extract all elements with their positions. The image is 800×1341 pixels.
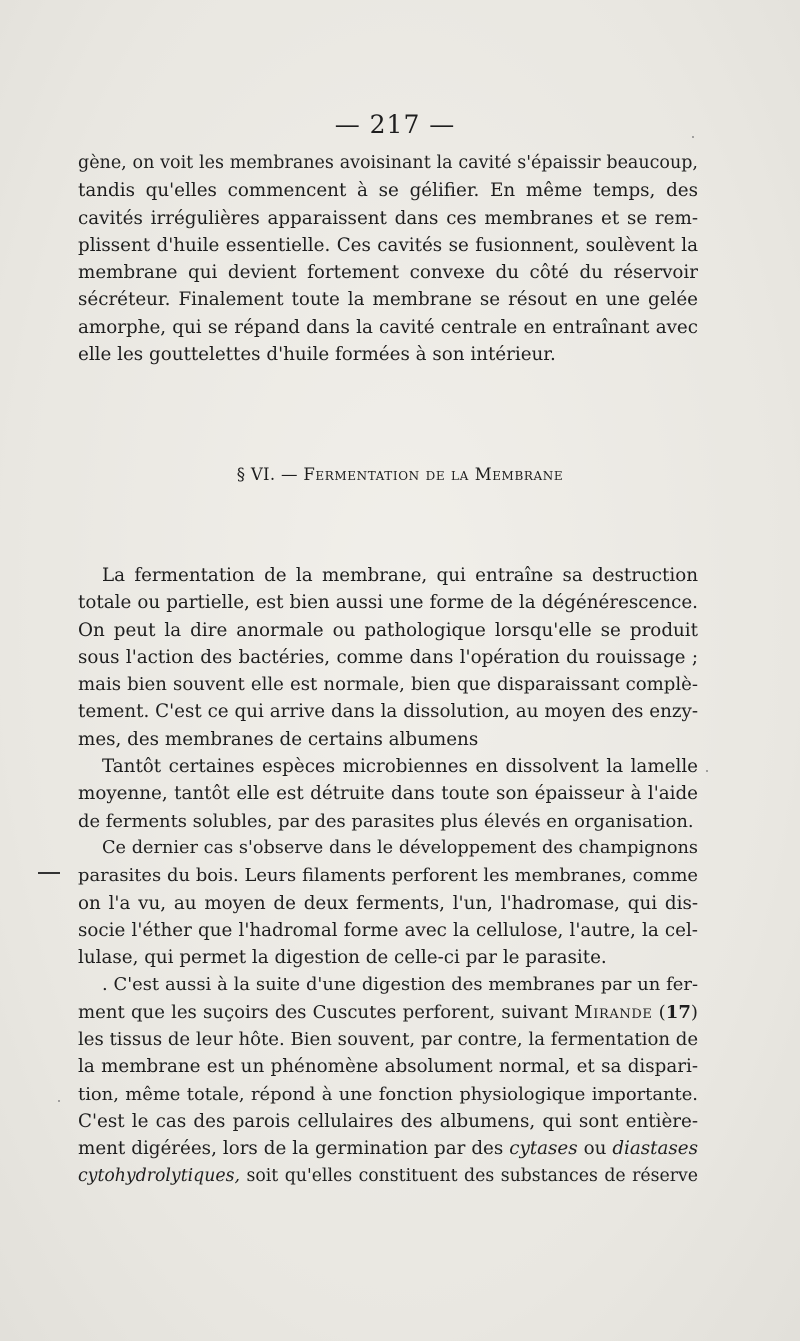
text-line: plissent d'huile essentielle. Ces cavités se fusionnent, soulèvent la bbox=[78, 234, 698, 256]
text-line: C'est le cas des parois cellulaires des albumens, qui sont entière- bbox=[78, 1110, 698, 1132]
text-line: mes, des membranes de certains albumens bbox=[78, 728, 479, 750]
text-line: elle les gouttelettes d'huile formées à son intérieur. bbox=[78, 344, 556, 366]
text-line: parasites du bois. Leurs filaments perforent les membranes, comme bbox=[78, 865, 698, 887]
text-line: moyenne, tantôt elle est détruite dans toute son épaisseur à l'aide bbox=[78, 783, 698, 805]
text-line-with-citation bbox=[78, 999, 698, 1026]
text-fragment: ment que les suçoirs des Cuscutes perforent, suivant bbox=[78, 1001, 568, 1023]
text-line: la membrane est un phénomène absolument normal, et sa dispari- bbox=[78, 1056, 698, 1078]
section-body bbox=[78, 562, 698, 1190]
text-line: mais bien souvent elle est normale, bien que disparaissant complè- bbox=[78, 674, 698, 696]
citation-close: ) bbox=[690, 1001, 698, 1023]
text-line: cavités irrégulières apparaissent dans ces membranes et se rem- bbox=[78, 207, 698, 229]
cited-author: Mirande bbox=[574, 1001, 653, 1023]
speck-mark bbox=[706, 770, 708, 772]
text-line: gène, on voit les membranes avoisinant la cavité s'épaissir beaucoup, bbox=[78, 153, 698, 173]
text-line: lulase, qui permet la digestion de celle-ci par le parasite. bbox=[78, 947, 607, 969]
section-heading bbox=[0, 465, 800, 484]
text-line: sécréteur. Finalement toute la membrane se résout en une gelée bbox=[78, 289, 698, 311]
text-line: membrane qui devient fortement convexe du côté du réservoir bbox=[78, 262, 698, 284]
text-line: tandis qu'elles commencent à se gélifier. En même temps, des bbox=[78, 180, 698, 202]
text-line: on l'a vu, au moyen de deux ferments, l'un, l'hadromase, qui dis- bbox=[78, 892, 698, 914]
text-ou: ou bbox=[583, 1138, 607, 1160]
text-line: . C'est aussi à la suite d'une digestion des membranes par un fer- bbox=[102, 974, 698, 996]
text-line: socie l'éther que l'hadromal forme avec la cellulose, l'autre, la cel- bbox=[78, 919, 698, 941]
section-number: § VI. — bbox=[236, 465, 298, 484]
text-fragment: soit qu'elles constituent des substances de réserve bbox=[246, 1165, 698, 1186]
margin-dash-mark bbox=[38, 872, 60, 874]
text-line: On peut la dire anormale ou pathologique lorsqu'elle se produit bbox=[78, 619, 698, 641]
speck-mark bbox=[58, 1100, 60, 1102]
text-line: totale ou partielle, est bien aussi une forme de la dégénérescence. bbox=[78, 592, 698, 614]
text-line: tement. C'est ce qui arrive dans la dissolution, au moyen des enzy- bbox=[78, 701, 698, 723]
text-line: Tantôt certaines espèces microbiennes en dissolvent la lamelle bbox=[102, 756, 698, 778]
text-line-with-terms bbox=[78, 1135, 698, 1162]
text-line: sous l'action des bactéries, comme dans l'opération du rouissage ; bbox=[78, 646, 698, 668]
citation-number: 17 bbox=[665, 1001, 691, 1023]
text-line: La fermentation de la membrane, qui entraîne sa destruction bbox=[102, 565, 698, 586]
term-cytases: cytases bbox=[509, 1138, 578, 1160]
section-title: Fermentation de la Membrane bbox=[303, 465, 564, 484]
text-line: les tissus de leur hôte. Bien souvent, par contre, la fermentation de bbox=[78, 1029, 699, 1051]
speck-mark bbox=[692, 136, 694, 138]
text-fragment: ment digérées, lors de la germination par des bbox=[78, 1138, 504, 1160]
text-line: tion, même totale, répond à une fonction physiologique importante. bbox=[78, 1083, 698, 1105]
text-line: Ce dernier cas s'observe dans le développement des champignons bbox=[102, 837, 698, 858]
citation-open: ( bbox=[658, 1001, 666, 1023]
text-line: de ferments solubles, par des parasites plus élevés en organisation. bbox=[78, 810, 694, 832]
term-diastases: diastases bbox=[612, 1138, 699, 1160]
page-number: — 217 — bbox=[334, 110, 456, 139]
text-line: amorphe, qui se répand dans la cavité centrale en entraînant avec bbox=[78, 316, 698, 338]
term-cytohydrolytiques: cytohydrolytiques, bbox=[78, 1165, 240, 1186]
paragraph-continued bbox=[78, 150, 698, 368]
text-line-with-terms bbox=[78, 1163, 698, 1190]
